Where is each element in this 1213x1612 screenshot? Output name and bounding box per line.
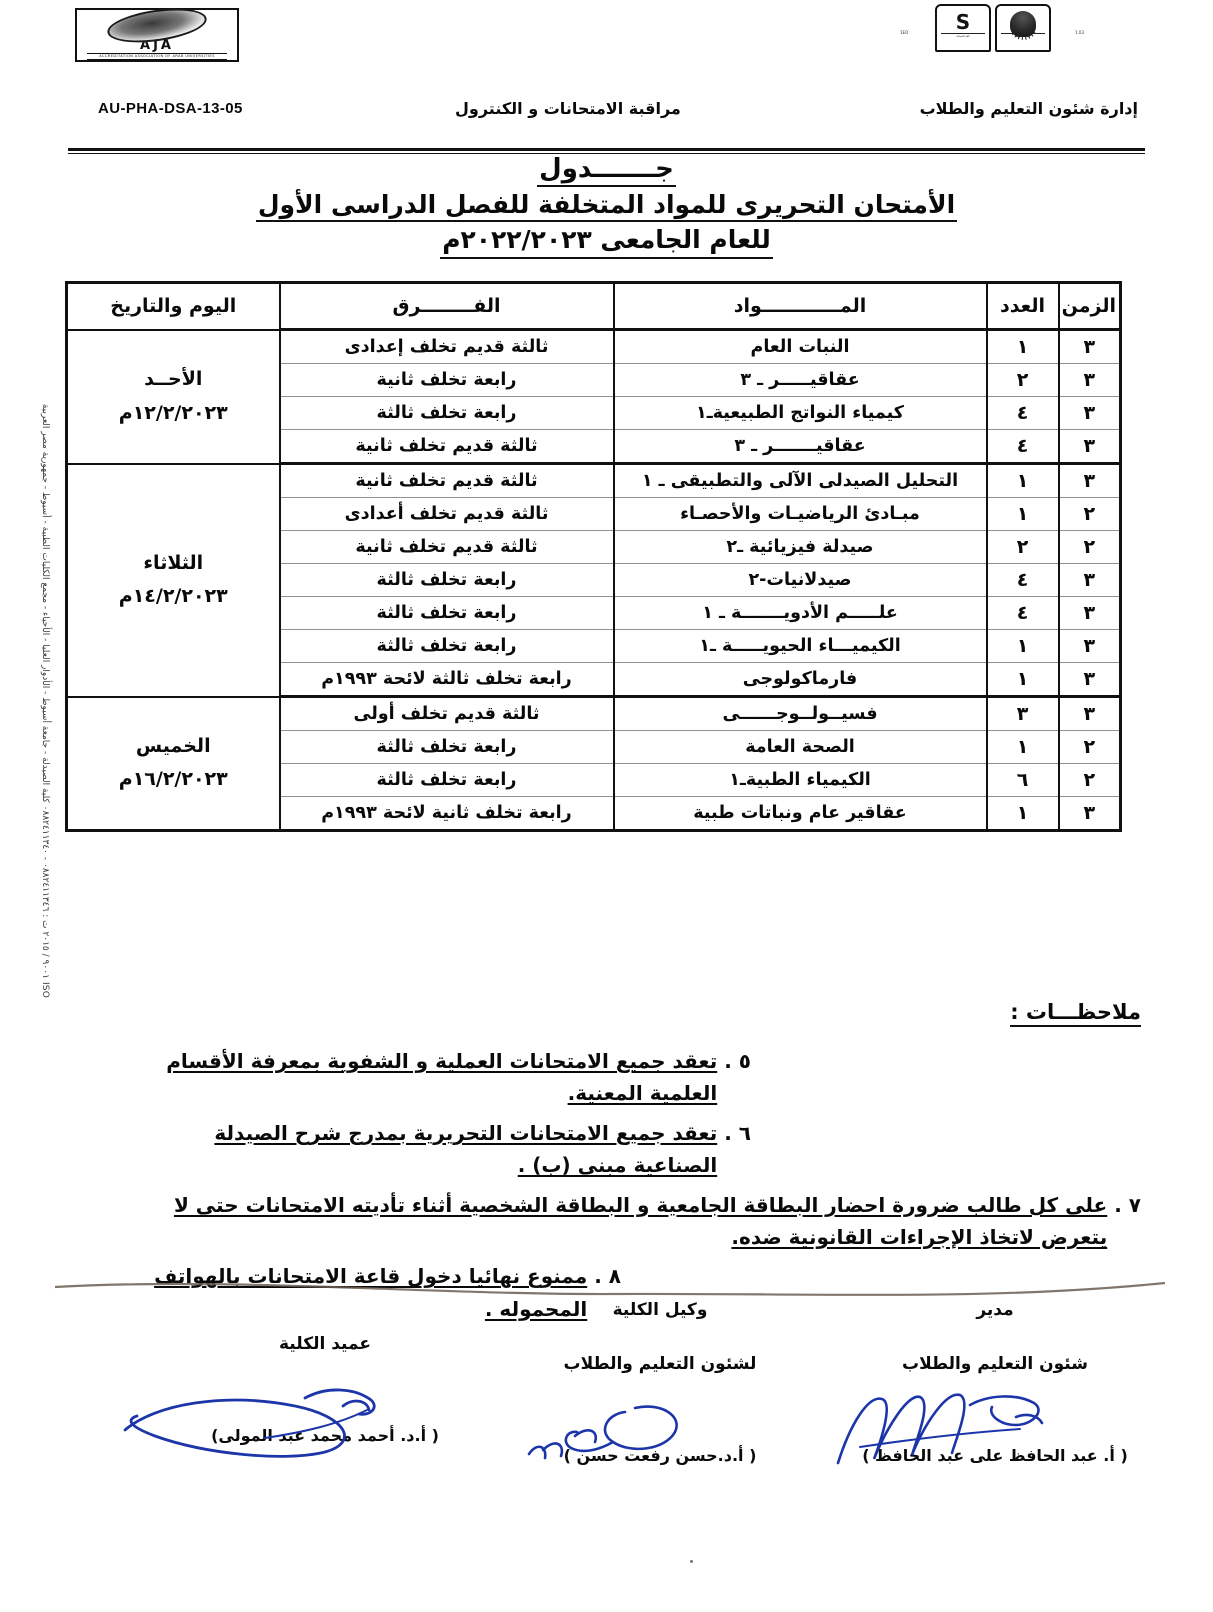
cell-group: رابعة تخلف ثالثة <box>280 397 614 430</box>
cell-count: ٤ <box>987 564 1059 597</box>
cell-group: ثالثة قديم تخلف ثانية <box>280 464 614 498</box>
signature-block <box>830 1300 1160 1465</box>
pharmacy-snake-icon: S <box>955 10 971 34</box>
cell-subject: النبات العام <box>614 330 987 364</box>
crest-left-icon <box>995 4 1051 52</box>
cell-count: ٦ <box>987 764 1059 797</box>
exam-schedule-table-wrapper <box>68 281 1122 832</box>
cell-day-date <box>67 330 280 464</box>
cell-group: رابعة تخلف ثانية لائحة ١٩٩٣م <box>280 797 614 831</box>
cell-time: ٢ <box>1059 731 1121 764</box>
signature-role-line-2: شئون التعليم والطلاب <box>902 1354 1088 1374</box>
title-line-2: الأمتحان التحريرى للمواد المتخلفة للفصل الدراسى الأول <box>256 189 957 222</box>
col-header-count: العدد <box>987 283 1059 330</box>
cell-count: ٤ <box>987 430 1059 464</box>
exams-control-dept: مراقبة الامتحانات و الكنترول <box>455 99 681 118</box>
cell-group: رابعة تخلف ثانية <box>280 364 614 397</box>
signature-role-line-2: لشئون التعليم والطلاب <box>563 1354 757 1374</box>
cell-time: ٢ <box>1059 764 1121 797</box>
note-text: تعقد جميع الامتحانات العملية و الشفوية بمعرفة الأقسام العلمية المعنية. <box>166 1049 718 1106</box>
cell-count: ١ <box>987 663 1059 697</box>
aja-logo-text: AJA <box>140 37 174 53</box>
cell-group: ثالثة قديم تخلف أعدادى <box>280 498 614 531</box>
note-number: ٨ . <box>594 1264 621 1289</box>
crest-number-right: 1.03 <box>1075 30 1084 35</box>
cell-day-date <box>67 697 280 831</box>
cell-group: رابعة تخلف ثالثة <box>280 731 614 764</box>
cell-group: ثالثة قديم تخلف أولى <box>280 697 614 731</box>
cell-group: رابعة تخلف ثالثة لائحة ١٩٩٣م <box>280 663 614 697</box>
cell-time: ٣ <box>1059 797 1121 831</box>
crest-right-caption: كلية الصيدلة <box>941 33 985 47</box>
cell-subject: عقاقير عام ونباتات طبية <box>614 797 987 831</box>
cell-subject: عقاقيـــــــر ـ ٣ <box>614 430 987 464</box>
signature-role-line-1: وكيل الكلية <box>612 1300 708 1320</box>
note-number: ٦ . <box>724 1120 751 1145</box>
cell-group: ثالثة قديم تخلف ثانية <box>280 531 614 564</box>
crest-right-icon <box>935 4 991 52</box>
signature-name: ( أ.د.حسن رفعت حسن ) <box>563 1446 757 1465</box>
table-header <box>67 283 1121 330</box>
cell-subject: فسيــولــوجــــــى <box>614 697 987 731</box>
cell-group: ثالثة قديم تخلف إعدادى <box>280 330 614 364</box>
cell-time: ٣ <box>1059 464 1121 498</box>
table-row <box>67 464 1121 498</box>
col-header-group: الفــــــــرق <box>280 283 614 330</box>
day-date: ١٢/٢/٢٠٢٣م <box>118 401 228 424</box>
title-line-3: للعام الجامعى ٢٠٢٢/٢٠٢٣م <box>440 224 773 259</box>
cell-subject: مبـادئ الرياضيـات والأحصـاء <box>614 498 987 531</box>
cell-count: ٣ <box>987 697 1059 731</box>
cell-count: ٢ <box>987 531 1059 564</box>
cell-group: رابعة تخلف ثالثة <box>280 564 614 597</box>
cell-time: ٣ <box>1059 663 1121 697</box>
cell-count: ١ <box>987 464 1059 498</box>
note-item <box>131 1045 1141 1110</box>
student-affairs-dept: إدارة شئون التعليم والطلاب <box>919 99 1138 118</box>
cell-time: ٢ <box>1059 498 1121 531</box>
university-crest-logo <box>900 4 1084 66</box>
cell-day-date <box>67 464 280 697</box>
cell-count: ١ <box>987 797 1059 831</box>
cell-count: ١ <box>987 498 1059 531</box>
day-name: الثلاثاء <box>143 551 204 574</box>
document-code: AU-PHA-DSA-13-05 <box>98 100 243 117</box>
day-date: ١٤/٢/٢٠٢٣م <box>118 585 228 607</box>
cell-subject: كيمياء النواتج الطبيعيةـ١ <box>614 397 987 430</box>
note-text: ممنوع نهائيا دخول قاعة الامتحانات بالهواتف المحموله . <box>154 1264 588 1321</box>
table-row <box>67 330 1121 364</box>
day-name: الأحــد <box>144 368 203 391</box>
cell-subject: عقاقيـــــر ـ ٣ <box>614 364 987 397</box>
crest-number-left: 1EO <box>900 30 909 35</box>
page-title <box>0 155 1213 259</box>
aja-accreditation-logo <box>75 8 239 62</box>
signature-role-line-1: مدير <box>976 1300 1014 1320</box>
cell-time: ٣ <box>1059 330 1121 364</box>
note-text: تعقد جميع الامتحانات التحريرية بمدرج شرح الصيدلة الصناعية مبنى (ب) . <box>214 1120 718 1178</box>
signature-block <box>180 1300 470 1445</box>
cell-subject: التحليل الصيدلى الآلى والتطبيقى ـ ١ <box>614 464 987 498</box>
cell-time: ٢ <box>1059 531 1121 564</box>
cell-group: رابعة تخلف ثالثة <box>280 764 614 797</box>
note-text: على كل طالب ضرورة احضار البطاقة الجامعية و البطاقة الشخصية أثناء تأديته الامتحانات حتى لا يتعرض لاتخاذ الإجراءات القانونية ضده. <box>173 1192 1108 1249</box>
notes-title: ملاحظـــات : <box>1010 1000 1141 1027</box>
cell-time: ٣ <box>1059 697 1121 731</box>
title-line-1: جـــــــدول <box>537 155 676 187</box>
col-header-day-date: اليوم والتاريخ <box>67 283 280 330</box>
note-number: ٧ . <box>1114 1192 1141 1217</box>
cell-time: ٣ <box>1059 597 1121 630</box>
cell-time: ٣ <box>1059 564 1121 597</box>
cell-time: ٣ <box>1059 430 1121 464</box>
col-header-subject: المــــــــــــواد <box>614 283 987 330</box>
cell-subject: الكيميـــاء الحيويـــــة ـ١ <box>614 630 987 663</box>
cell-count: ١ <box>987 731 1059 764</box>
cell-time: ٣ <box>1059 364 1121 397</box>
cell-time: ٣ <box>1059 630 1121 663</box>
note-item <box>131 1117 1141 1182</box>
scan-artifact-dot <box>690 1560 693 1563</box>
signature-name: ( أ. عبد الحافظ على عبد الحافظ ) <box>862 1446 1128 1465</box>
col-header-time: الزمن <box>1059 283 1121 330</box>
cell-subject: صيدلة فيزيائية ـ٢ <box>614 531 987 564</box>
cell-count: ٤ <box>987 397 1059 430</box>
aja-logo-subtext: ACCREDITATION ASSOCIATION OF ARAB UNIVERSITIES <box>87 53 227 60</box>
cell-subject: الصحة العامة <box>614 731 987 764</box>
cell-group: ثالثة قديم تخلف ثانية <box>280 430 614 464</box>
day-name: الخميس <box>135 735 211 757</box>
signatures-section <box>60 1300 1160 1530</box>
note-number: ٥ . <box>724 1049 751 1073</box>
cell-count: ٤ <box>987 597 1059 630</box>
table-row <box>67 697 1121 731</box>
note-item <box>131 1189 1141 1254</box>
cell-subject: فارماكولوجى <box>614 663 987 697</box>
day-date: ١٦/٢/٢٠٢٣م <box>118 768 228 791</box>
signature-name: ( أ.د. أحمد محمد عبد المولى) <box>211 1426 439 1445</box>
footer-address-vertical: ISO ٩٠٠١ / ٢٠١٥ ت : ٠٨٨٢٤١١٣٤٦ - ٠٨٨٢٤١١٣٤٠ كلية الصيدلة - جامعة أسيوط - الأدوار العليا - الأحياء - مجمع الكليات الطبية - أسيوط - جمهورية مصر العربية <box>40 403 50 998</box>
signature-role-line-2: عميد الكلية <box>279 1334 371 1354</box>
cell-time: ٣ <box>1059 397 1121 430</box>
cell-group: رابعة تخلف ثالثة <box>280 630 614 663</box>
cell-count: ١ <box>987 330 1059 364</box>
cell-count: ١ <box>987 630 1059 663</box>
table-body <box>67 330 1121 831</box>
header-info-row <box>0 100 1213 126</box>
cell-subject: الكيمياء الطبيةـ١ <box>614 764 987 797</box>
cell-subject: صيدلانيات-٢ <box>614 564 987 597</box>
cell-subject: علـــــم الأدويـــــــة ـ ١ <box>614 597 987 630</box>
exam-schedule-table <box>65 281 1122 832</box>
cell-group: رابعة تخلف ثالثة <box>280 597 614 630</box>
crest-left-caption: جامعة أسيوط <box>1001 33 1045 47</box>
signature-block <box>510 1300 810 1465</box>
cell-count: ٢ <box>987 364 1059 397</box>
